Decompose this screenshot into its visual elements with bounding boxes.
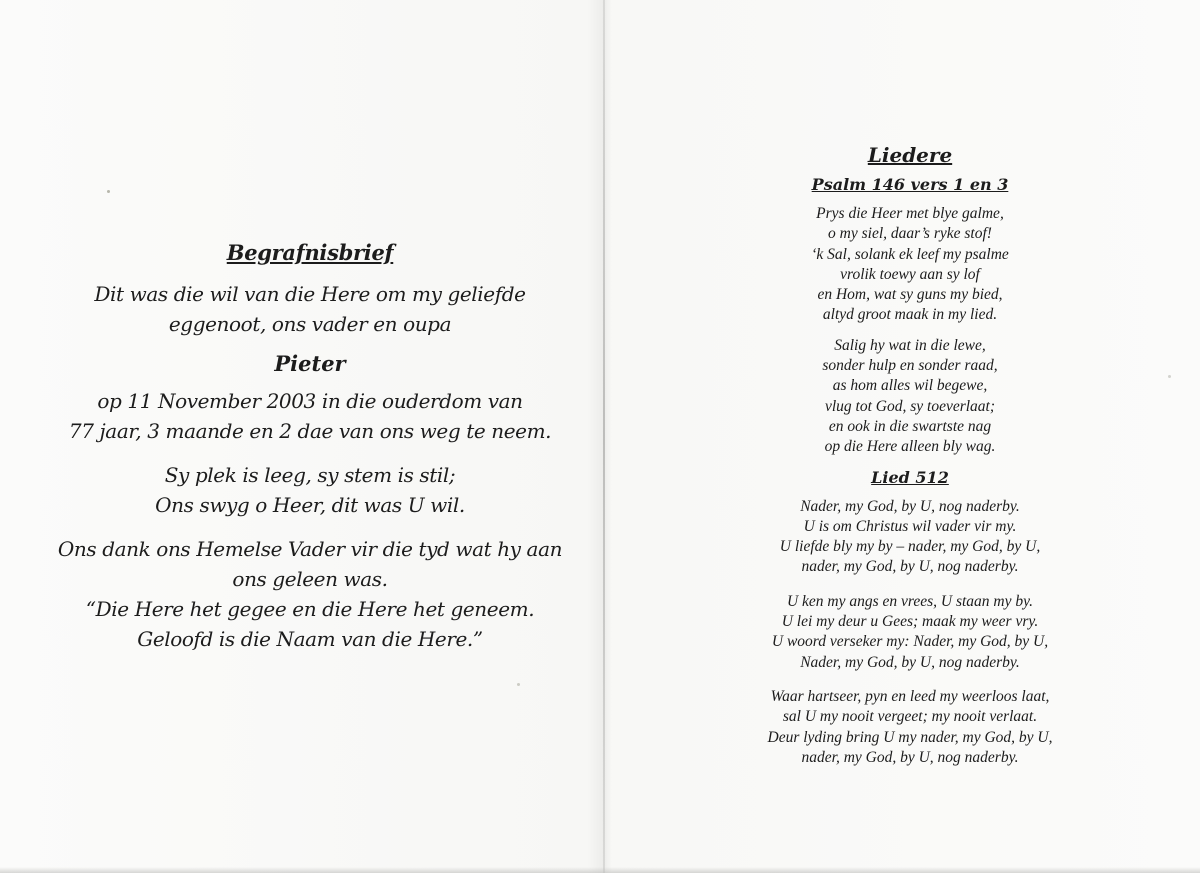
lyric-line: altyd groot maak in my lied. xyxy=(822,306,998,324)
thanks-line: Geloofd is die Naam van die Here.” xyxy=(137,627,483,651)
lyric-line: U woord verseker my: Nader, my God, by U, xyxy=(771,633,1049,651)
intro-line: Dit was die wil van die Here om my geliefde xyxy=(94,282,526,306)
lyric-line: as hom alles wil begewe, xyxy=(832,377,988,395)
funeral-letter-page xyxy=(40,240,580,654)
lyric-line: Deur lyding bring U my nader, my God, by U, xyxy=(767,728,1053,746)
stanza xyxy=(640,592,1180,673)
lyric-line: en Hom, wat sy guns my bied, xyxy=(817,286,1003,304)
song-title-lied-512: Lied 512 xyxy=(871,467,949,487)
lyric-line: U ken my angs en vrees, U staan my by. xyxy=(786,592,1034,610)
lyric-line: o my siel, daar’s ryke stof! xyxy=(828,225,992,243)
lyric-line: U liefde bly my by – nader, my God, by U, xyxy=(779,538,1041,556)
lyric-line: vrolik toewy aan sy lof xyxy=(840,265,980,283)
lyric-line: sonder hulp en sonder raad, xyxy=(822,357,998,375)
lyric-line: sal U my nooit vergeet; my nooit verlaat. xyxy=(782,708,1038,726)
stanza xyxy=(640,204,1180,326)
lyric-line: op die Here alleen bly wag. xyxy=(824,438,996,456)
center-fold xyxy=(603,0,605,873)
stanza xyxy=(640,687,1180,768)
hymns-page xyxy=(640,143,1180,778)
show-through xyxy=(210,155,215,173)
verse-line: Ons swyg o Heer, dit was U wil. xyxy=(155,493,465,517)
intro-line: eggenoot, ons vader en oupa xyxy=(168,312,452,336)
deceased-name: Pieter xyxy=(274,351,346,376)
letter-heading: Begrafnisbrief xyxy=(226,240,394,265)
thanks-line: Ons dank ons Hemelse Vader vir die tyd wat hy aan xyxy=(57,537,563,561)
lyric-line: nader, my God, by U, nog naderby. xyxy=(801,558,1019,576)
lyric-line: Nader, my God, by U, nog naderby. xyxy=(800,653,1020,671)
song-title-psalm-146: Psalm 146 vers 1 en 3 xyxy=(811,175,1009,194)
paper-edge xyxy=(0,867,1200,873)
lyric-line: Salig hy wat in die lewe, xyxy=(834,336,986,354)
lyric-line: en ook in die swartste nag xyxy=(828,417,992,435)
lyric-line: Prys die Heer met blye galme, xyxy=(816,205,1004,222)
paper-speck xyxy=(107,190,110,193)
lyric-line: U lei my deur u Gees; maak my weer vry. xyxy=(781,613,1039,631)
stanza xyxy=(640,497,1180,578)
date-line: 77 jaar, 3 maande en 2 dae van ons weg te neem. xyxy=(68,419,552,443)
lyric-line: U is om Christus wil vader vir my. xyxy=(803,517,1017,535)
lyric-line: Nader, my God, by U, nog naderby. xyxy=(800,497,1020,515)
verse-line: Sy plek is leeg, sy stem is stil; xyxy=(164,463,456,487)
paper-speck xyxy=(517,683,520,686)
hymns-title: Liedere xyxy=(867,143,953,167)
lyric-line: Waar hartseer, pyn en leed my weerloos laat, xyxy=(770,687,1050,705)
date-line: op 11 November 2003 in die ouderdom van xyxy=(97,389,523,413)
thanks-line: “Die Here het gegee en die Here het geneem. xyxy=(85,597,535,621)
lyric-line: ‘k Sal, solank ek leef my psalme xyxy=(811,245,1009,263)
lyric-line: nader, my God, by U, nog naderby. xyxy=(801,748,1019,766)
thanks-line: ons geleen was. xyxy=(232,567,388,591)
lyric-line: vlug tot God, sy toeverlaat; xyxy=(824,397,996,415)
stanza xyxy=(640,336,1180,458)
